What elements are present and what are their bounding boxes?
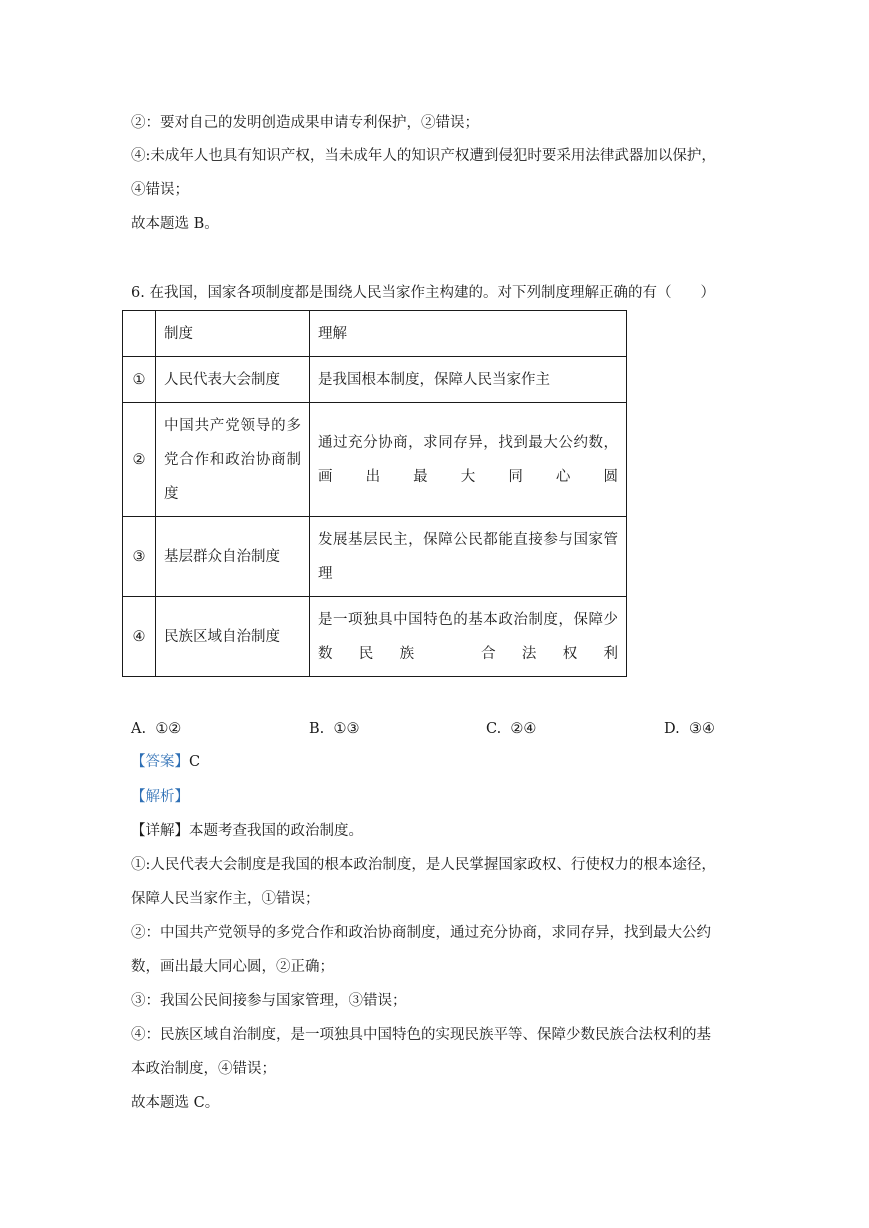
row-number: ② [123, 403, 156, 517]
table-header-cell: 制度 [156, 311, 310, 357]
table-row [123, 597, 627, 677]
systems-table [122, 310, 627, 677]
answer-label: 【答案】 [131, 754, 189, 770]
row-number: ① [123, 357, 156, 403]
text-line: 保障人民当家作主，①错误； [131, 891, 320, 907]
text-line: ④：民族区域自治制度，是一项独具中国特色的实现民族平等、保障少数民族合法权利的基 [131, 1027, 711, 1043]
text-line: ②：要对自己的发明创造成果申请专利保护，②错误； [131, 115, 479, 131]
answer-line [131, 752, 200, 772]
option-a [131, 719, 181, 739]
text-line: ④错误； [131, 182, 189, 198]
text-line: 本政治制度，④错误； [131, 1061, 276, 1077]
option-text: ①③ [333, 721, 360, 737]
understanding-cell: 通过充分协商，求同存异，找到最大公约数，画出最大同心圆 [310, 403, 627, 517]
detail-intro: 本题考查我国的政治制度。 [189, 823, 363, 839]
table-header-row [123, 311, 627, 357]
option-c [486, 719, 536, 739]
option-d [664, 719, 715, 739]
option-b [309, 719, 359, 739]
option-label: C. [486, 721, 502, 737]
system-cell: 基层群众自治制度 [156, 517, 310, 597]
option-label: B. [309, 721, 325, 737]
detail-label: 【详解】 [131, 823, 189, 839]
text-line: ④:未成年人也具有知识产权，当未成年人的知识产权遭到侵犯时要采用法律武器加以保护， [131, 148, 716, 164]
analysis-label: 【解析】 [131, 789, 189, 805]
text-line: ③：我国公民间接参与国家管理，③错误； [131, 993, 407, 1009]
table-row [123, 517, 627, 597]
row-number: ④ [123, 597, 156, 677]
table-row [123, 357, 627, 403]
question-stem [131, 283, 715, 303]
understanding-cell: 是我国根本制度，保障人民当家作主 [310, 357, 627, 403]
analysis-heading [131, 787, 189, 807]
option-text: ①② [155, 721, 182, 737]
table-row [123, 403, 627, 517]
understanding-cell: 是一项独具中国特色的基本政治制度，保障少数民族 合法权利 [310, 597, 627, 677]
system-cell: 中国共产党领导的多党合作和政治协商制度 [156, 403, 310, 517]
text-line: ①:人民代表大会制度是我国的根本政治制度，是人民掌握国家政权、行使权力的根本途径， [131, 857, 716, 873]
table-header-cell: 理解 [310, 311, 627, 357]
text-line: 数，画出最大同心圆，②正确； [131, 959, 334, 975]
table-header-cell [123, 311, 156, 357]
option-text: ③④ [688, 721, 715, 737]
question-text: 在我国，国家各项制度都是围绕人民当家作主构建的。对下列制度理解正确的有（ ） [149, 285, 715, 301]
text-line: ②：中国共产党领导的多党合作和政治协商制度，通过充分协商，求同存异，找到最大公约 [131, 925, 711, 941]
text-line: 故本题选 C。 [131, 1095, 220, 1111]
question-number: 6. [131, 285, 145, 301]
text-line: 故本题选 B。 [131, 216, 219, 232]
detail-line [131, 821, 363, 841]
option-label: A. [131, 721, 147, 737]
row-number: ③ [123, 517, 156, 597]
answer-value: C [189, 754, 201, 770]
system-cell: 人民代表大会制度 [156, 357, 310, 403]
option-label: D. [664, 721, 680, 737]
system-cell: 民族区域自治制度 [156, 597, 310, 677]
understanding-cell: 发展基层民主，保障公民都能直接参与国家管理 [310, 517, 627, 597]
option-text: ②④ [510, 721, 537, 737]
